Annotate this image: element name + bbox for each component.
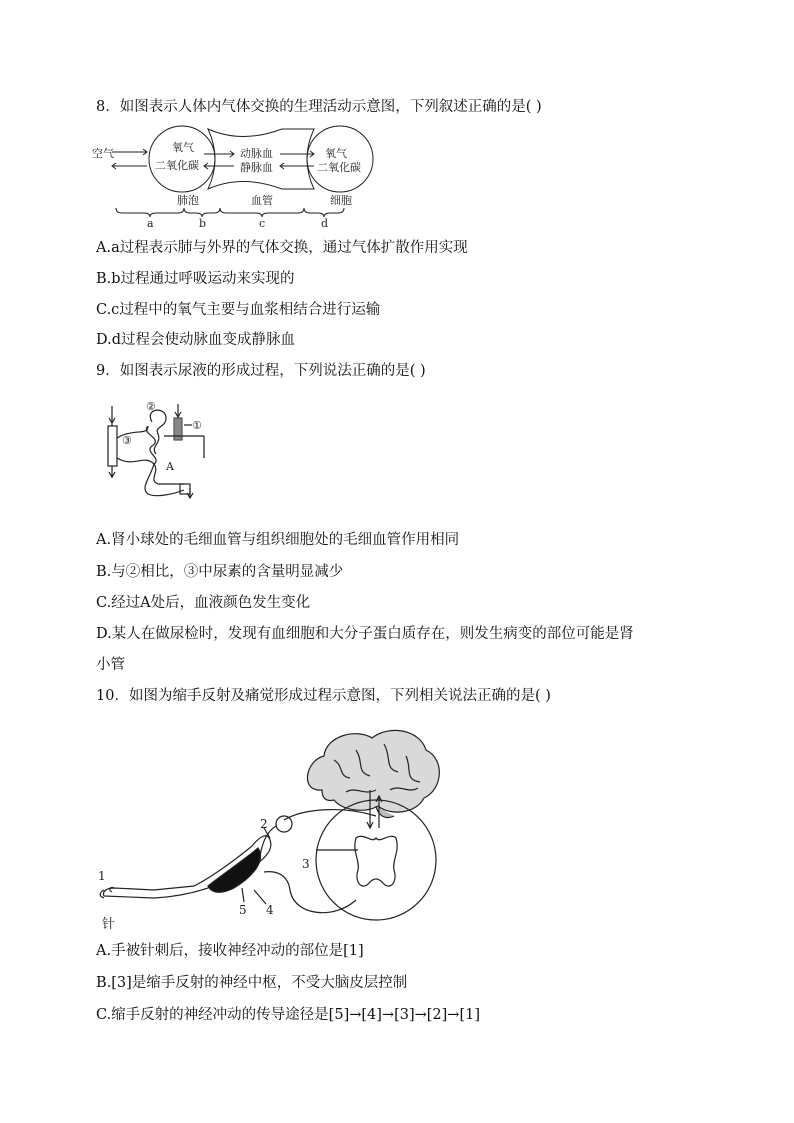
q10-option-b: B.[3]是缩手反射的神经中枢，不受大脑皮层控制 [96,975,408,991]
left-co2-label: 二氧化碳 [155,159,199,172]
muscle-5 [208,848,261,892]
label-2: ② [146,400,156,413]
q10-option-a: A.手被针刺后，接收神经冲动的部位是[1] [96,943,364,959]
gas-exchange-diagram [92,124,382,230]
arterial-blood-label: 动脉血 [240,147,273,160]
ganglion-2 [276,816,292,832]
q9-stem: 9．如图表示尿液的形成过程，下列说法正确的是( ) [96,363,426,379]
label-d: d [321,217,329,230]
label-3: ③ [122,434,132,447]
spinal-cord [316,800,436,920]
label-5: 5 [239,903,247,917]
q9-option-a: A.肾小球处的毛细血管与组织细胞处的毛细血管作用相同 [96,532,460,548]
label-2: 2 [260,817,268,831]
q9-option-b: B.与②相比，③中尿素的含量明显减少 [96,564,344,580]
q8-option-a: A.a过程表示肺与外界的气体交换，通过气体扩散作用实现 [96,240,468,256]
left-o2-label: 氧气 [172,141,194,154]
q9-option-d: D.某人在做尿检时，发现有血细胞和大分子蛋白质存在，则发生病变的部位可能是肾 [96,626,634,642]
air-label: 空气 [92,147,114,160]
needle-label: 针 [102,917,116,932]
label-A: A [166,460,174,473]
alveoli-label: 肺泡 [177,194,199,207]
label-1: 1 [98,869,106,883]
q9-option-c: C.经过A处后，血液颜色发生变化 [96,595,311,611]
label-b: b [199,217,207,230]
q8-option-b: B.b过程通过呼吸运动来实现的 [96,271,295,287]
label-3: 3 [302,857,310,871]
q10-option-c: C.缩手反射的神经冲动的传导途径是[5]→[4]→[3]→[2]→[1] [96,1007,480,1023]
right-o2-label: 氧气 [325,147,347,160]
q9-option-d-continuation: 小管 [96,657,125,673]
label-c: c [259,217,266,230]
label-4: 4 [266,903,274,917]
cell-label: 细胞 [330,194,352,207]
venous-blood-label: 静脉血 [240,161,273,174]
vessel-label: 血管 [251,194,273,207]
q10-stem: 10．如图为缩手反射及痛觉形成过程示意图，下列相关说法正确的是( ) [96,688,551,704]
q8-stem: 8．如图表示人体内气体交换的生理活动示意图，下列叙述正确的是( ) [96,99,542,115]
nephron-diagram [104,398,208,506]
reflex-arc-diagram [94,720,440,934]
q8-option-d: D.d过程会使动脉血变成静脉血 [96,332,295,348]
q8-option-c: C.c过程中的氧气主要与血浆相结合进行运输 [96,302,381,318]
label-a: a [147,217,154,230]
label-1: ① [192,419,202,432]
right-co2-label: 二氧化碳 [317,161,361,174]
